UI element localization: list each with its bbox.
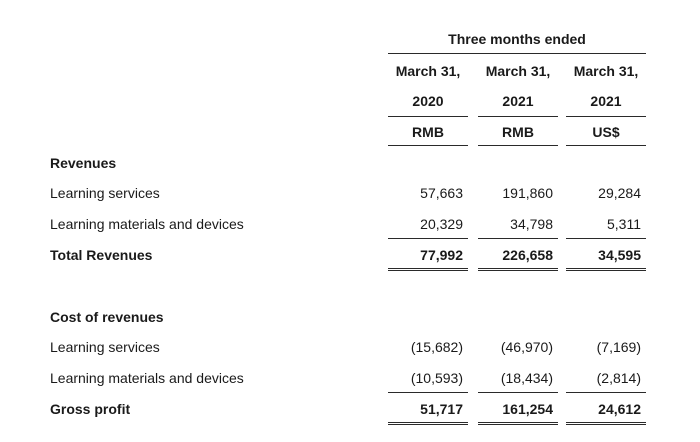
subtotal-rule [478, 392, 558, 393]
revenues-section-title: Revenues [50, 155, 117, 171]
col3-date: March 31, [573, 63, 639, 79]
column-group-header: Three months ended [448, 31, 586, 47]
total-double-rule [566, 268, 646, 271]
total-value: 34,595 [598, 247, 641, 263]
row-label: Learning services [50, 339, 160, 355]
cell-value: 20,329 [420, 216, 463, 232]
col1-date: March 31, [395, 63, 461, 79]
total-double-rule [478, 422, 558, 425]
subtotal-rule [566, 238, 646, 239]
total-double-rule [478, 268, 558, 271]
cell-value: 191,860 [502, 185, 553, 201]
col2-currency: RMB [502, 124, 534, 140]
total-value: 161,254 [502, 401, 553, 417]
total-value: 77,992 [420, 247, 463, 263]
total-value: 24,612 [598, 401, 641, 417]
col3-currency: US$ [592, 124, 620, 140]
col1-year: 2020 [412, 93, 444, 109]
col1-year-rule [388, 116, 468, 117]
cell-value: (10,593) [410, 370, 463, 386]
cell-value: (2,814) [596, 370, 641, 386]
row-label: Learning materials and devices [50, 216, 244, 232]
subtotal-rule [388, 238, 468, 239]
col1-currency: RMB [412, 124, 444, 140]
cost-section-title: Cost of revenues [50, 309, 164, 325]
gross-profit-label: Gross profit [50, 401, 131, 417]
row-label: Learning materials and devices [50, 370, 244, 386]
row-label: Learning services [50, 185, 160, 201]
cell-value: (7,169) [596, 339, 641, 355]
cell-value: (15,682) [410, 339, 463, 355]
subtotal-rule [388, 392, 468, 393]
total-double-rule [388, 422, 468, 425]
col2-year: 2021 [502, 93, 534, 109]
col2-date: March 31, [485, 63, 551, 79]
col3-currency-rule [566, 145, 646, 146]
total-revenues-label: Total Revenues [50, 247, 153, 263]
col3-year: 2021 [590, 93, 622, 109]
col3-year-rule [566, 116, 646, 117]
col2-year-rule [478, 116, 558, 117]
cell-value: 29,284 [598, 185, 641, 201]
cell-value: 57,663 [420, 185, 463, 201]
total-value: 226,658 [502, 247, 553, 263]
col1-currency-rule [388, 145, 468, 146]
total-double-rule [566, 422, 646, 425]
subtotal-rule [478, 238, 558, 239]
cell-value: 34,798 [510, 216, 553, 232]
cell-value: (18,434) [500, 370, 553, 386]
header-rule [388, 53, 646, 54]
col2-currency-rule [478, 145, 558, 146]
total-value: 51,717 [420, 401, 463, 417]
cell-value: 5,311 [607, 216, 641, 232]
subtotal-rule [566, 392, 646, 393]
cell-value: (46,970) [500, 339, 553, 355]
total-double-rule [388, 268, 468, 271]
